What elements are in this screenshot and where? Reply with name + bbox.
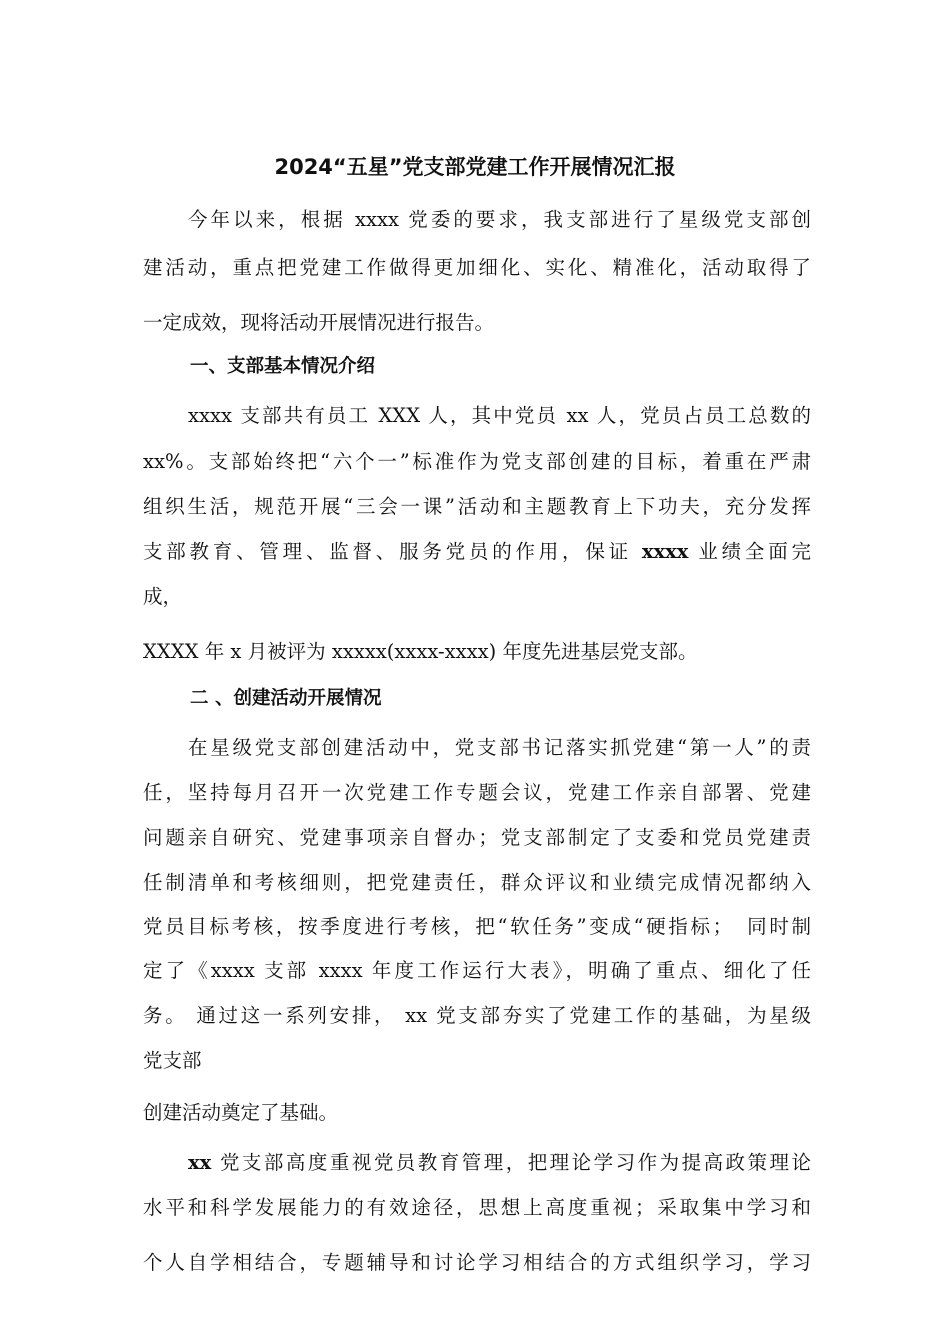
- section2-line-6: 定了《xxxx 支部 xxxx 年度工作运行大表》，明确了重点、细化了任: [143, 959, 811, 982]
- section1-heading: 一、支部基本情况介绍: [190, 356, 376, 377]
- section2-para2-line-2: 水平和科学发展能力的有效途径，思想上高度重视；采取集中学习和: [143, 1196, 811, 1219]
- section2-line-8: 党支部: [143, 1049, 202, 1072]
- section2-line-4: 任制清单和考核细则，把党建责任，群众评议和业绩完成情况都纳入: [143, 871, 811, 894]
- section1-line-4-bold: xxxx: [641, 540, 689, 563]
- section2-line-2: 任，坚持每月召开一次党建工作专题会议，党建工作亲自部署、党建: [143, 781, 811, 804]
- section1-line-5: 成，: [143, 585, 183, 608]
- section1-award-line: XXXX 年 x 月被评为 xxxxx(xxxx-xxxx) 年度先进基层党支部。: [143, 640, 698, 663]
- section1-line-2: xx%。支部始终把“六个一”标准作为党支部创建的目标，着重在严肃: [143, 450, 811, 473]
- intro-line-3: 一定成效，现将活动开展情况进行报告。: [143, 311, 495, 334]
- section2-line-1: 在星级党支部创建活动中，党支部书记落实抓党建“第一人”的责: [188, 736, 811, 759]
- section2-para2-line-1: [188, 1150, 811, 1176]
- section2-line-7: 务。 通过这一系列安排， xx 党支部夯实了党建工作的基础，为星级: [143, 1004, 811, 1027]
- intro-line-2: 建活动，重点把党建工作做得更加细化、实化、精准化，活动取得了: [143, 256, 811, 279]
- section2-para2-bold: xx: [188, 1151, 212, 1174]
- section1-line-4-pre: 支部教育、管理、监督、服务党员的作用，保证: [143, 540, 642, 563]
- section2-para2-rest: 党支部高度重视党员教育管理，把理论学习作为提高政策理论: [211, 1151, 811, 1174]
- section2-para2-line-3: 个人自学相结合，专题辅导和讨论学习相结合的方式组织学习，学习: [143, 1251, 811, 1274]
- document-title: 2024“五星”党支部党建工作开展情况汇报: [274, 155, 676, 179]
- section1-line-3: 组织生活，规范开展“三会一课”活动和主题教育上下功夫，充分发挥: [143, 495, 811, 518]
- section1-line-1: xxxx 支部共有员工 XXX 人，其中党员 xx 人，党员占员工总数的: [188, 404, 811, 427]
- intro-line-1: 今年以来，根据 xxxx 党委的要求，我支部进行了星级党支部创: [188, 208, 811, 231]
- section2-line-5: 党员目标考核，按季度进行考核，把“软任务”变成“硬指标； 同时制: [143, 915, 811, 938]
- section1-line-4: [143, 539, 811, 565]
- section2-line-3: 问题亲自研究、党建事项亲自督办；党支部制定了支委和党员党建责: [143, 826, 811, 849]
- section2-line-9: 创建活动奠定了基础。: [143, 1101, 339, 1124]
- section2-heading: 二 、创建活动开展情况: [190, 688, 382, 709]
- section1-line-4-post: 业绩全面完: [688, 540, 811, 563]
